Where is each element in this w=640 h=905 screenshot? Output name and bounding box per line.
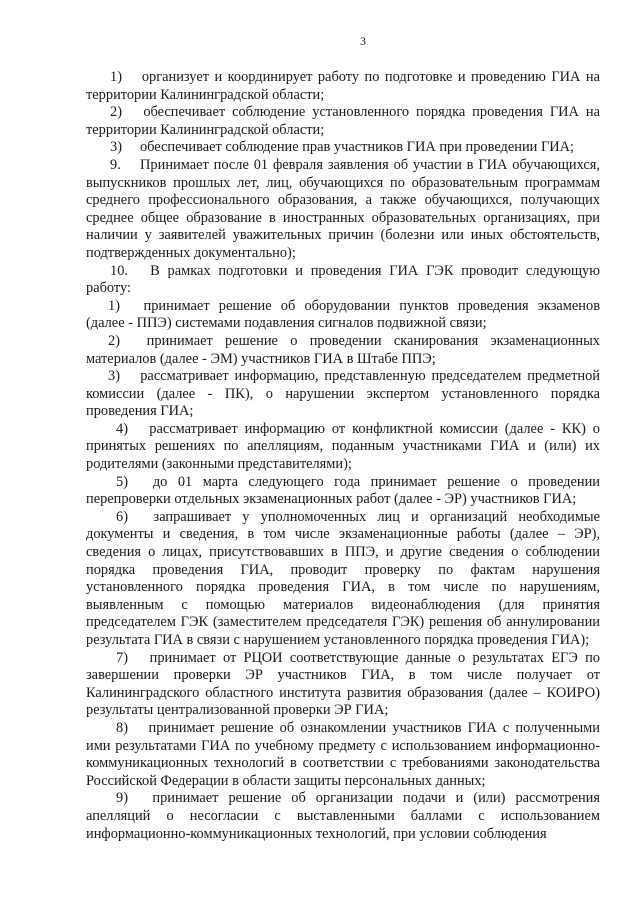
paragraph-2: 2) обеспечивает соблюдение установленного порядка проведения ГИА на территории Калининградской области;: [86, 104, 600, 138]
paragraph-10: 5) до 01 марта следующего года принимает решение о проведении перепроверки отдельных экзаменационных работ (далее - ЭР) участников ГИА;: [86, 473, 600, 508]
paragraph-9: 4) рассматривает информацию от конфликтной комиссии (далее - КК) о принятых решениях по апелляциям, поданным участниками ГИА и (или) их родителями (законными представителями);: [86, 420, 600, 473]
paragraph-13: 8) принимает решение об ознакомлении участников ГИА с полученными ими результатами ГИА по учебному предмету с использованием информационно-коммуникационных технологий в соответствии с требованиями законодательства Российской Федерации в области защиты персональных данных;: [86, 719, 600, 789]
page-number: 3: [360, 34, 366, 48]
paragraph-1: 1) организует и координирует работу по подготовке и проведению ГИА на территории Калининградской области;: [86, 69, 600, 103]
paragraph-7: 2) принимает решение о проведении сканирования экзаменационных материалов (далее - ЭМ) участников ГИА в Штабе ППЭ;: [86, 332, 600, 367]
paragraph-12: 7) принимает от РЦОИ соответствующие данные о результатах ЕГЭ по завершении проверки ЭР участников ГИА, в том числе получает от Калининградского областного института развития образования (далее – КОИРО) результаты централизованной проверки ЭР ГИА;: [86, 649, 600, 719]
paragraph-14: 9) принимает решение об организации подачи и (или) рассмотрения апелляций о несогласии с выставленными баллами с использованием информационно-коммуникационных технологий, при условии соблюдения: [86, 790, 600, 842]
paragraph-6: 1) принимает решение об оборудовании пунктов проведения экзаменов (далее - ППЭ) системами подавления сигналов подвижной связи;: [86, 297, 600, 332]
paragraph-3: 3) обеспечивает соблюдение прав участников ГИА при проведении ГИА;: [110, 139, 575, 156]
paragraph-4: 9. Принимает после 01 февраля заявления об участии в ГИА обучающихся, выпускников прошлых лет, лиц, обучающихся по образовательным программам среднего профессионального образования, а также обучающихся, получающих среднее общее образование в иностранных образовательных организациях, при наличии у заявителей уважительных причин (болезни или иных обстоятельств, подтвержденных документально);: [86, 156, 600, 261]
paragraph-8: 3) рассматривает информацию, представленную председателем предметной комиссии (далее - ПК), о нарушении экспертом установленного порядка проведения ГИА;: [86, 368, 600, 420]
paragraph-5: 10. В рамках подготовки и проведения ГИА ГЭК проводит следующую работу:: [86, 262, 600, 297]
paragraph-11: 6) запрашивает у уполномоченных лиц и организаций необходимые документы и сведения, в том числе экзаменационные работы (далее – ЭР), сведения о лицах, присутствовавших в ППЭ, и другие сведения о соблюдении порядка проведения ГИА, проводит проверку по фактам нарушения установленного порядка проведения ГИА, в том числе по нарушениям, выявленным с помощью материалов видеонаблюдения (для принятия председателем ГЭК (заместителем председателя ГЭК) решения об аннулировании результата ГИА в связи с нарушением установленного порядка проведения ГИА);: [86, 508, 600, 648]
